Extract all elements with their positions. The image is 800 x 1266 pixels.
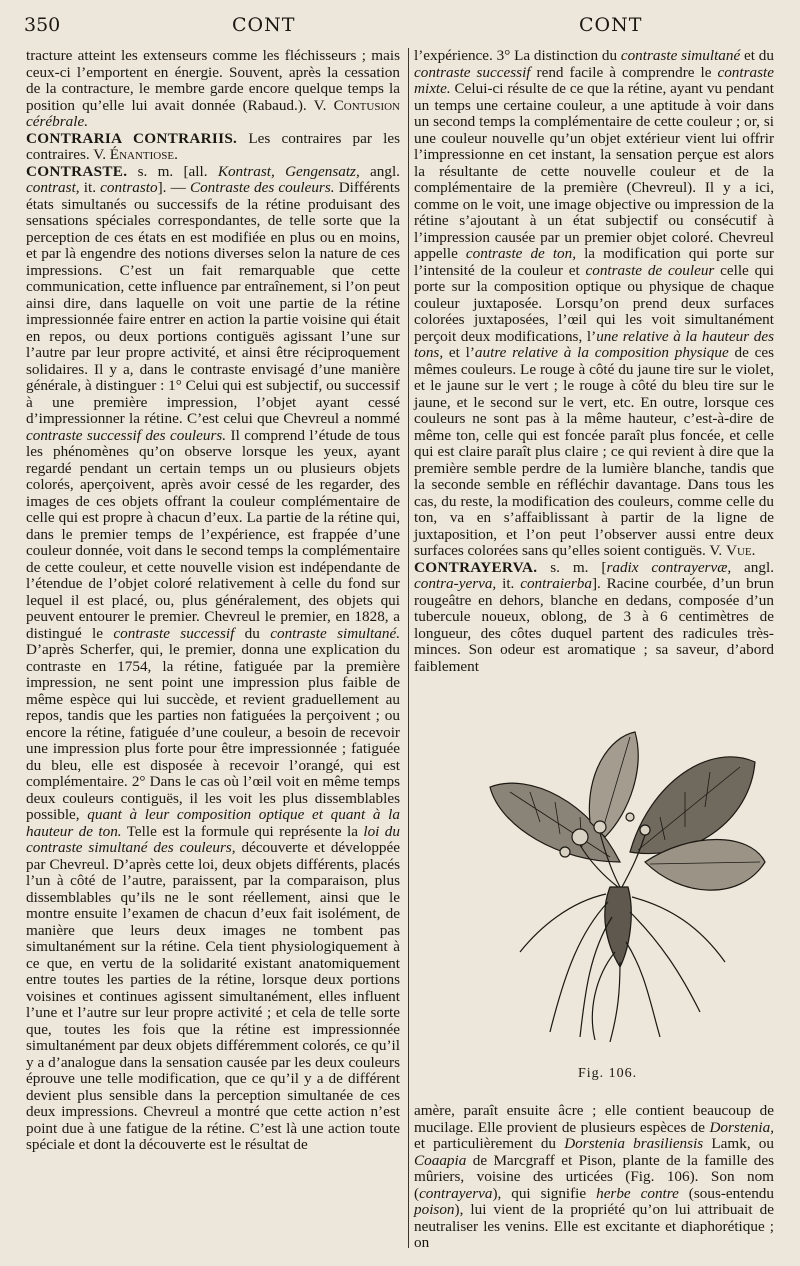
right-column-bottom — [414, 1103, 774, 1252]
entry-contracture-end: tracture atteint les extenseurs comme les fléchisseurs ; mais ceux-ci l’emportent en énergie. Souvent, après la cessation de la contracture, le membre garde encore quelque temps la position qu’elle lui avait donnée (Rabaud.). V. Contusion cérébrale. — [26, 47, 400, 130]
entry-contrayerva-continued: amère, paraît ensuite âcre ; elle contient beaucoup de mucilage. Elle provient de plusieurs espèces de Dorstenia, et particulièrement du Dorstenia brasiliensis Lamk, ou Coaapia de Marcgraff et Pison, plante de la famille des mûriers, voisine des urticées (Fig. 106). Son nom (contrayerva), qui signifie herbe contre (sous-entendu poison), lui vient de la propriété qu’on lui attribuait de neutraliser les venins. Elle est excitante et diaphorétique ; on — [414, 1102, 774, 1251]
right-column-top — [414, 48, 774, 675]
column-divider — [408, 48, 409, 1248]
headword: CONTRAYERVA. — [414, 558, 538, 576]
figure-caption: Fig. 106. — [578, 1066, 638, 1081]
entry-contraste: CONTRASTE. s. m. [all. Kontrast, Gengensatz, angl. contrast, it. contrasto]. — Contraste des couleurs. Différents états simultanés ou successifs de la rétine produisant des sensations spéciales correspondantes, de telle sorte que la perception de ces états en est modifiée en plus ou en moins, et par là engendre des notions diverses selon la nature de ces impressions. C’est un fait remarquable que cette communication, cette influence par entraînement, si l’on peut ainsi dire, dans laquelle on voit une partie de la rétine impressionnée faire entrer en action la partie voisine qui était en repos, ou deux portions contiguës agissant l’une sur l’autre par leur propre activité, et ainsi être réciproquement solidaires. Il y a, dans le contraste envisagé d’une manière générale, à distinguer : 1° Celui qui est subjectif, ou successif à une première impression, l’objet ayant cessé d’impressionner la rétine. C’est celui que Chevreul a nommé contraste successif des couleurs. Il comprend l’étude de tous les phénomènes qu’on observe lorsque les yeux, ayant regardé pendant un certain temps un ou plusieurs objets colorés, aperçoivent, après avoir cessé de les regarder, des images de ces objets offrant la couleur complémentaire de celle qui est propre à chacun d’eux. La partie de la rétine qui, dans le premier temps de l’expérience, est frappée d’une couleur donnée, voit dans le second temps la complémentaire de cette couleur, et cette nouvelle vision est indépendante de l’étendue de l’objet coloré relativement à celle du fond sur lequel il est placé, ou, plus généralement, des objets qui peuvent entourer le premier. Chevreul le premier, en 1828, a distingué le contraste successif du contraste simultané. D’après Scherfer, qui, le premier, donna une explication du contraste en 1754, la rétine, fatiguée par la première impression, ne sent point une impression plus faible de même espèce qui lui succède, et revient graduellement au repos, tandis que les parties non fatiguées la perçoivent ; ou encore la rétine, fatiguée d’une couleur, a besoin de recevoir une impression plus forte pour être impressionnée ; fatiguée du bleu, elle est disposée à recevoir l’orangé, qui est complémentaire. 2° Dans le cas où l’œil voit en même temps deux couleurs contiguës, il les voit les plus dissemblables possible, quant à leur composition optique et quant à la hauteur de ton. Telle est la formule qui représente la loi du contraste simultané des couleurs, découverte et développée par Chevreul. D’après cette loi, deux objets différents, placés l’un à côté de l’autre, paraissent, par la comparaison, plus dissemblables qu’ils ne le sont réellement, ainsi que le montre ensuite l’examen de chacun d’eux fait isolément, de manière que leurs deux images ne tombent pas simultanément sur la rétine. Cela tient physiologiquement à ce que, en vertu de la solidarité existant anatomiquement entre toutes les parties de la rétine, lorsque deux portions voisines et continues agissent simultanément, elles influent l’une et l’autre sur leur propre activité ; et cela de telle sorte que, toutes les fois que la rétine est impressionnée simultanément par deux objets différemment colorés, ce qu’il y a d’analogue dans la sensation causée par les deux couleurs éprouve une telle modification, que ce qu’il y a de différent devient plus sensible dans la perception simultanée de ces deux impressions. Chevreul a montré que cette action n’est point due à une fatigue de la rétine. C’est là une action toute spéciale et dont la découverte est le résultat de — [26, 162, 401, 1153]
running-head-right: CONT — [579, 14, 643, 36]
running-head-left: CONT — [232, 14, 296, 36]
headword: CONTRASTE. — [26, 162, 128, 180]
entry-contraste-continued: l’expérience. 3° La distinction du contraste simultané et du contraste successif rend facile à comprendre le contraste mixte. Celui-ci résulte de ce que la rétine, ayant vu pendant un temps une certaine couleur, a une aptitude à voir dans un second temps la complémentaire de cette couleur ; or, si une couleur nouvelle qu’un objet extérieur vient lui offrir l’impressionne en cet instant, la sensation perçue est alors la résultante de cette nouvelle couleur et de la complémentaire de la première (Chevreul). Il y a ici, comme on le voit, une image objective ou impression de la rétine s’ajoutant à un état subjectif ou consécutif à l’impression causée par un premier objet coloré. Chevreul appelle contraste de ton, la modification qui porte sur l’intensité de la couleur et contraste de couleur celle qui porte sur la composition optique ou physique de chaque couleur juxtaposée. Lorsqu’on prend deux surfaces colorées juxtaposées, l’œil qui les voit simultanément perçoit deux modifications, l’une relative à la hauteur des tons, et l’autre relative à la composition physique de ces mêmes couleurs. Le rouge à côté du jaune tire sur le violet, et le jaune sur le vert ; le rouge à côté du bleu tire sur le jaune, et le second sur le vert, etc. En outre, lorsque ces couleurs ne sont pas à la même hauteur, c’est-à-dire de même ton, celle qui est foncée paraît plus foncée, et celle qui est claire paraît plus claire ; ce qui revient à dire que la première semble perdre de la lumière blanche, tandis que la seconde semble en réfléchir davantage. Dans tous les cas, du reste, la modification des couleurs, comme celle du ton, va en s’affaiblissant à partir de la ligne de juxtaposition, et l’on peut l’observer aussi entre deux surfaces colorées sans qu’elles soient contiguës. V. Vue. — [414, 47, 774, 559]
entry-contrayerva: CONTRAYERVA. s. m. [radix contrayervæ, angl. contra-yerva, it. contraierba]. Racine courbée, d’un brun rougeâtre en dehors, blanche en dedans, composée d’un tubercule noueux, oblong, de 3 à 6 centimètres de longueur, des côtes duquel partent des radicules très-minces. Son odeur est aromatique ; sa saveur, d’abord faiblement — [414, 558, 774, 675]
contrayerva-plant-illustration — [470, 712, 770, 1042]
left-column — [26, 48, 400, 1154]
headword: CONTRARIA CONTRARIIS. — [26, 129, 238, 147]
page-number: 350 — [24, 14, 61, 36]
page-header — [24, 14, 778, 44]
entry-contraria: CONTRARIA CONTRARIIS. Les contraires par les contraires. V. Énantiose. — [26, 129, 400, 163]
